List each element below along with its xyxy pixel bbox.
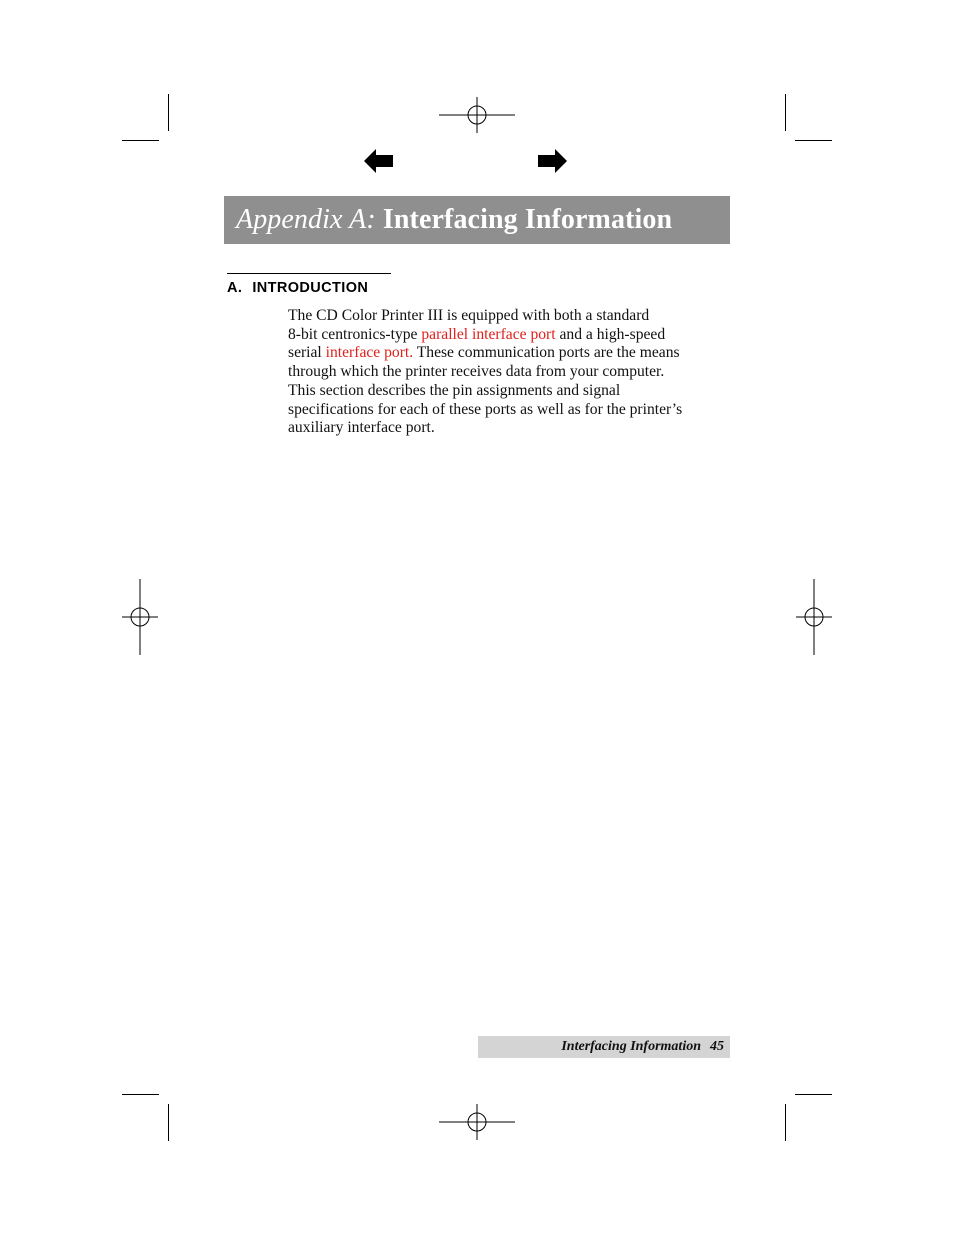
footer-running-title: Interfacing Information (561, 1039, 701, 1054)
section-number: A. (227, 280, 243, 296)
next-page-button[interactable] (538, 148, 568, 174)
previous-page-button[interactable] (364, 148, 394, 174)
registration-mark-left-icon (102, 579, 178, 655)
interface-port-link[interactable]: interface port. (325, 344, 414, 362)
paragraph-line: through which the printer receives data from your computer. (288, 363, 665, 381)
registration-mark-bottom-icon (439, 1084, 515, 1160)
page-footer (478, 1036, 730, 1058)
crop-mark-top-right-vertical (785, 94, 786, 131)
intro-paragraph (288, 307, 733, 438)
chapter-title-main: Interfacing Information (382, 204, 673, 235)
paragraph-line: specifications for each of these ports as well as for the printer’s (288, 400, 683, 418)
paragraph-line: This section describes the pin assignments and signal (288, 381, 621, 399)
parallel-interface-port-link[interactable]: parallel interface port (421, 325, 556, 343)
page-number: 45 (710, 1039, 724, 1054)
registration-mark-right-icon (776, 579, 852, 655)
crop-mark-top-left-horizontal (122, 140, 159, 141)
crop-mark-bottom-left-vertical (168, 1104, 169, 1141)
section-title: INTRODUCTION (252, 280, 369, 296)
chapter-title-bar (224, 196, 730, 244)
crop-mark-bottom-right-horizontal (795, 1094, 832, 1095)
crop-mark-top-right-horizontal (795, 140, 832, 141)
crop-mark-bottom-left-horizontal (122, 1094, 159, 1095)
paragraph-line: The CD Color Printer III is equipped with both a standard (288, 307, 650, 324)
paragraph-line: auxiliary interface port. (288, 419, 435, 437)
crop-mark-top-left-vertical (168, 94, 169, 131)
paragraph-text: 8-bit centronics-type (288, 325, 422, 343)
paragraph-line (288, 326, 733, 345)
section-heading (227, 280, 368, 296)
crop-mark-bottom-right-vertical (785, 1104, 786, 1141)
paragraph-text: and a high-speed (555, 325, 666, 343)
chapter-title (236, 204, 672, 236)
paragraph-line (288, 344, 733, 363)
left-arrow-icon (364, 148, 394, 174)
right-arrow-icon (538, 148, 568, 174)
registration-mark-top-icon (439, 77, 515, 153)
chapter-title-prefix: Appendix A: (236, 204, 376, 235)
section-rule (227, 273, 391, 274)
paragraph-text: serial (288, 344, 326, 362)
paragraph-text: These communication ports are the means (413, 344, 680, 362)
